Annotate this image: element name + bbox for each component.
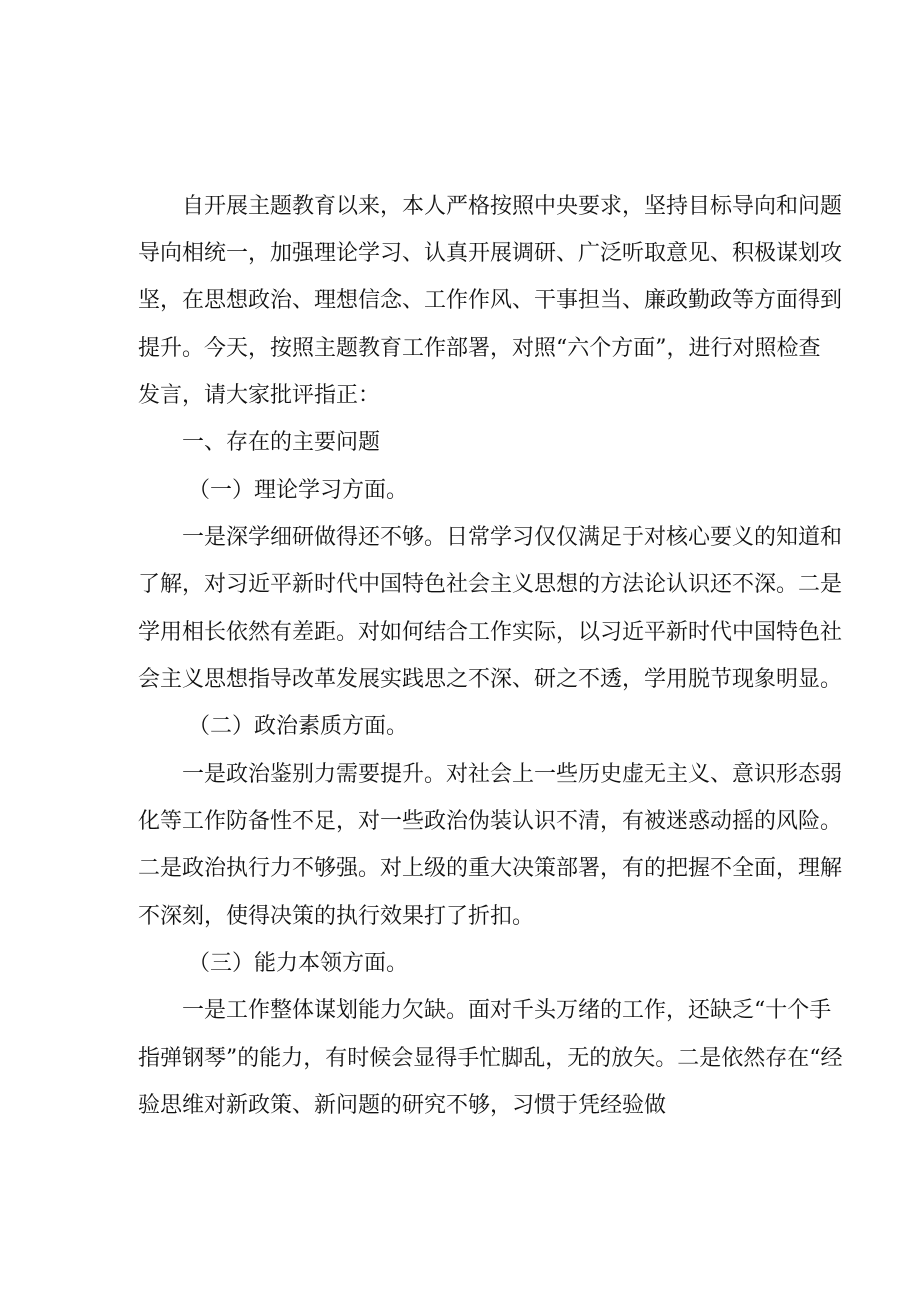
intro-line-4: 提升。今天，按照主题教育工作部署，对照“六个方面”，进行对照检查 bbox=[138, 336, 821, 361]
paragraph-line: 指弹钢琴”的能力，有时候会显得手忙脚乱，无的放矢。二是依然存在“经 bbox=[138, 1046, 843, 1071]
paragraph-line: 学用相长依然有差距。对如何结合工作实际，以习近平新时代中国特色社 bbox=[138, 620, 843, 645]
subsection-heading-3: （三）能力本领方面。 bbox=[188, 951, 409, 976]
intro-line-3: 坚，在思想政治、理想信念、工作作风、干事担当、廉政勤政等方面得到 bbox=[138, 288, 843, 313]
paragraph-line: 一是政治鉴别力需要提升。对社会上一些历史虚无主义、意识形态弱 bbox=[182, 762, 843, 787]
paragraph-line: 二是政治执行力不够强。对上级的重大决策部署，有的把握不全面，理解 bbox=[138, 856, 843, 881]
paragraph-line: 会主义思想指导改革发展实践思之不深、研之不透，学用脱节现象明显。 bbox=[138, 667, 843, 692]
section-heading: 一、存在的主要问题 bbox=[182, 430, 381, 455]
subsection-heading-2: （二）政治素质方面。 bbox=[188, 714, 409, 739]
paragraph-line: 一是深学细研做得还不够。日常学习仅仅满足于对核心要义的知道和 bbox=[182, 525, 843, 550]
paragraph-line: 不深刻，使得决策的执行效果打了折扣。 bbox=[138, 904, 535, 929]
paragraph-line: 化等工作防备性不足，对一些政治伪装认识不清，有被迷惑动摇的风险。 bbox=[138, 809, 843, 834]
subsection-heading-1: （一）理论学习方面。 bbox=[188, 478, 409, 503]
paragraph-line: 一是工作整体谋划能力欠缺。面对千头万绪的工作，还缺乏“十个手 bbox=[182, 998, 832, 1023]
paragraph-line: 验思维对新政策、新问题的研究不够，习惯于凭经验做 bbox=[138, 1093, 667, 1118]
intro-line-2: 导向相统一，加强理论学习、认真开展调研、广泛听取意见、积极谋划攻 bbox=[138, 241, 843, 266]
intro-line-5: 发言，请大家批评指正： bbox=[138, 383, 381, 408]
intro-line-1: 自开展主题教育以来，本人严格按照中央要求，坚持目标导向和问题 bbox=[182, 194, 843, 219]
paragraph-line: 了解，对习近平新时代中国特色社会主义思想的方法论认识还不深。二是 bbox=[138, 572, 843, 597]
